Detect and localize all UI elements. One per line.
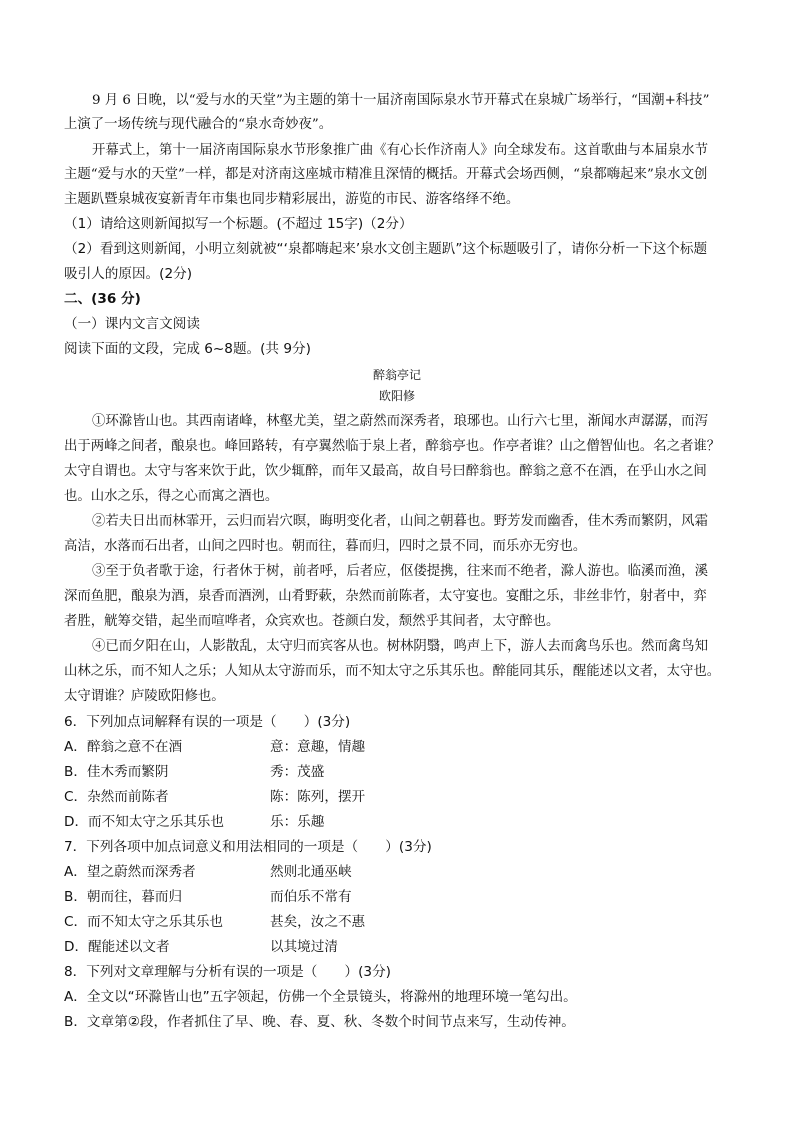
option-text: C．杂然而前陈者 (64, 789, 169, 805)
essay-p2-line-1: ②若夫日出而林霏开，云归而岩穴暝，晦明变化者，山间之朝暮也。野芳发而幽香，佳木秀而繁阴，风霜 (92, 514, 708, 529)
essay-p3-line-3: 者胜，觥筹交错，起坐而喧哗者，众宾欢也。苍颜白发，颓然乎其间者，太守醉也。 (64, 614, 560, 629)
question-6-option-b (64, 762, 325, 782)
essay-p2-line-2: 高洁，水落而石出者，山间之四时也。朝而往，暮而归，四时之景不同，而乐亦无穷也。 (64, 539, 587, 554)
option-explanation: 陈：陈列，摆开 (270, 789, 366, 805)
essay-p4-line-3: 太守谓谁？庐陵欧阳修也。 (64, 689, 225, 704)
essay-p4-line-2: 山林之乐，而不知人之乐；人知从太守游而乐，而不知太守之乐其乐也。醉能同其乐，醒能述以文者，太守也。 (64, 664, 721, 679)
section-subtitle: （一）课内文言文阅读 (64, 316, 200, 332)
news-paragraph-2-line-2: 主题“爱与水的天堂”一样，都是对济南这座城市精准且深情的概括。开幕式会场西侧，“泉都嗨起来”泉水文创 (64, 167, 708, 182)
option-text: B．朝而往，暮而归 (64, 889, 183, 905)
option-text: A．醉翁之意不在酒 (64, 739, 183, 755)
option-comparison: 而伯乐不常有 (270, 889, 352, 905)
section-title: 二、(36 分) (64, 291, 141, 307)
question-2-line-1: （2）看到这则新闻，小明立刻就被“‘泉都嗨起来’泉水文创主题趴”这个标题吸引了，请你分析一下这个标题 (64, 241, 708, 257)
question-2-line-2: 吸引人的原因。(2分) (64, 266, 193, 282)
option-comparison: 以其境过清 (270, 939, 338, 955)
option-text: A．望之蔚然而深秀者 (64, 864, 196, 880)
essay-p4-line-1: ④已而夕阳在山，人影散乱，太守归而宾客从也。树林阴翳，鸣声上下，游人去而禽鸟乐也。然而禽鸟知 (92, 639, 708, 654)
question-8-option-a: A．全文以“环滁皆山也”五字领起，仿佛一个全景镜头，将滁州的地理环境一笔勾出。 (64, 989, 577, 1005)
news-paragraph-2-line-1: 开幕式上，第十一届济南国际泉水节形象推广曲《有心长作济南人》向全球发布。这首歌曲与本届泉水节 (92, 143, 708, 158)
option-explanation: 意：意趣，情趣 (270, 739, 366, 755)
essay-author: 欧阳修 (378, 389, 415, 403)
question-6-option-d (64, 812, 325, 832)
essay-p1-line-4: 也。山水之乐，得之心而寓之酒也。 (64, 489, 279, 504)
question-8-stem: 8．下列对文章理解与分析有误的一项是（ ）(3分) (64, 964, 391, 980)
option-comparison: 甚矣，汝之不惠 (270, 914, 366, 930)
question-6-stem: 6．下列加点词解释有误的一项是（ ）(3分) (64, 714, 351, 730)
option-explanation: 乐：乐趣 (270, 814, 325, 830)
question-7-stem: 7．下列各项中加点词意义和用法相同的一项是（ ）(3分) (64, 839, 432, 855)
news-paragraph-1-line-2: 上演了一场传统与现代融合的“泉水奇妙夜”。 (64, 117, 333, 132)
option-text: B．佳木秀而繁阴 (64, 764, 169, 780)
option-text: C．而不知太守之乐其乐也 (64, 914, 224, 930)
option-comparison: 然则北通巫峡 (270, 864, 352, 880)
essay-title: 醉翁亭记 (372, 368, 421, 382)
option-text: D．醒能述以文者 (64, 939, 170, 955)
question-6-option-c (64, 787, 366, 807)
section-instruction: 阅读下面的文段，完成 6~8题。(共 9分) (64, 341, 311, 357)
question-6-option-a (64, 737, 366, 757)
essay-p1-line-1: ①环滁皆山也。其西南诸峰，林壑尤美，望之蔚然而深秀者，琅琊也。山行六七里，渐闻水声潺潺，而泻 (92, 414, 708, 429)
news-paragraph-2-line-3: 主题趴暨泉城夜宴新青年市集也同步精彩展出，游览的市民、游客络绎不绝。 (64, 192, 520, 207)
essay-p3-line-2: 深而鱼肥，酿泉为酒，泉香而酒洌，山肴野蔌，杂然而前陈者，太守宴也。宴酣之乐，非丝非竹，射者中，弈 (64, 589, 707, 604)
question-8-option-b: B．文章第②段，作者抓住了早、晚、春、夏、秋、冬数个时间节点来写，生动传神。 (64, 1014, 575, 1030)
question-7-option-d (64, 937, 338, 957)
question-1: （1）请给这则新闻拟写一个标题。(不超过 15字)（2分） (64, 216, 413, 232)
essay-p3-line-1: ③至于负者歌于途，行者休于树，前者呼，后者应，伛偻提携，往来而不绝者，滁人游也。临溪而渔，溪 (92, 564, 708, 579)
question-7-option-c (64, 912, 366, 932)
question-7-option-b (64, 887, 352, 907)
essay-p1-line-2: 出于两峰之间者，酿泉也。峰回路转，有亭翼然临于泉上者，醉翁亭也。作亭者谁？山之僧智仙也。名之者谁？ (64, 439, 721, 454)
option-explanation: 秀：茂盛 (270, 764, 325, 780)
question-7-option-a (64, 862, 352, 882)
news-paragraph-1-line-1: 9 月 6 日晚，以“爱与水的天堂”为主题的第十一届济南国际泉水节开幕式在泉城广场举行，“国潮+科技” (92, 93, 710, 108)
essay-p1-line-3: 太守自谓也。太守与客来饮于此，饮少辄醉，而年又最高，故自号曰醉翁也。醉翁之意不在酒，在乎山水之间 (64, 464, 707, 479)
option-text: D．而不知太守之乐其乐也 (64, 814, 224, 830)
